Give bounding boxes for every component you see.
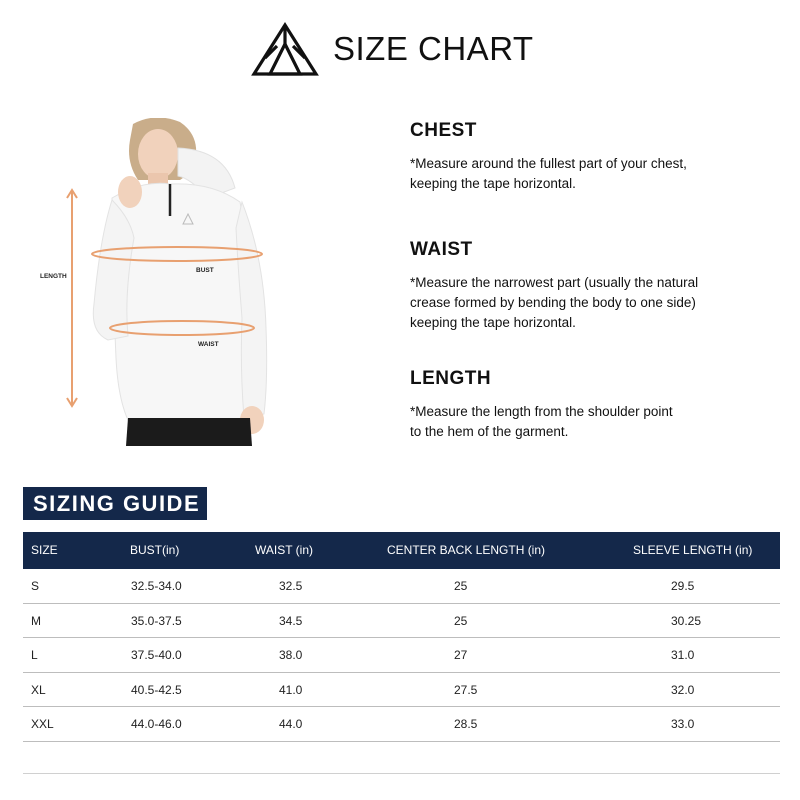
chest-guide xyxy=(410,120,790,194)
chest-heading: CHEST xyxy=(410,120,477,141)
table-cell: 28.5 xyxy=(454,717,478,731)
table-cell: 35.0-37.5 xyxy=(131,613,182,628)
table-cell: L xyxy=(31,648,38,662)
column-header-size: SIZE xyxy=(31,543,58,557)
column-header-waist: WAIST (in) xyxy=(255,543,314,557)
table-cell: 31.0 xyxy=(671,648,695,662)
table-row xyxy=(23,673,780,708)
table-bottom-divider xyxy=(23,773,780,774)
column-header-bust: BUST(in) xyxy=(130,543,180,557)
waist-label: WAIST xyxy=(198,341,219,348)
bust-label: BUST xyxy=(196,267,214,274)
table-cell: 33.0 xyxy=(671,717,695,731)
table-cell: 25 xyxy=(454,613,468,628)
table-cell: XL xyxy=(31,682,46,697)
table-cell: 29.5 xyxy=(671,579,695,593)
table-cell: XXL xyxy=(31,717,54,731)
table-cell: 40.5-42.5 xyxy=(131,682,182,697)
table-cell: 44.0 xyxy=(279,717,303,731)
table-cell: 37.5-40.0 xyxy=(131,648,182,662)
table-row xyxy=(23,604,780,639)
table-cell: 34.5 xyxy=(279,613,303,628)
column-header-sleeve-length: SLEEVE LENGTH (in) xyxy=(633,543,753,557)
table-cell: 44.0-46.0 xyxy=(131,717,182,731)
length-guide xyxy=(410,368,790,442)
column-header-center-back-length: CENTER BACK LENGTH (in) xyxy=(387,543,546,557)
sizing-guide-banner xyxy=(23,487,207,520)
table-row xyxy=(23,638,780,673)
table-cell: 32.5-34.0 xyxy=(131,579,182,593)
size-table xyxy=(23,532,780,742)
model-shirt-illustration xyxy=(30,118,300,446)
chest-text: *Measure around the fullest part of your chest, keeping the tape horizontal. xyxy=(410,156,687,191)
table-cell: S xyxy=(31,579,40,593)
mountain-triangle-logo-icon xyxy=(251,22,319,78)
table-cell: 32.5 xyxy=(279,579,303,593)
page-title: SIZE CHART xyxy=(333,30,534,67)
waist-heading: WAIST xyxy=(410,239,473,260)
waist-guide xyxy=(410,239,790,333)
table-cell: M xyxy=(31,613,41,628)
page-header xyxy=(0,22,800,82)
table-header xyxy=(23,532,780,569)
table-cell: 38.0 xyxy=(279,648,303,662)
table-cell: 41.0 xyxy=(279,682,303,697)
table-row xyxy=(23,707,780,742)
table-cell: 27.5 xyxy=(454,682,478,697)
length-heading: LENGTH xyxy=(410,368,492,389)
measurement-figure xyxy=(30,118,300,446)
sizing-guide-title: SIZING GUIDE xyxy=(33,491,201,516)
waist-text: *Measure the narrowest part (usually the natural crease formed by bending the body to one side) keeping the tape horizontal. xyxy=(410,275,699,330)
length-text: *Measure the length from the shoulder point to the hem of the garment. xyxy=(410,404,673,439)
length-label: LENGTH xyxy=(40,273,67,280)
table-cell: 25 xyxy=(454,579,468,593)
table-cell: 32.0 xyxy=(671,682,695,697)
table-cell: 30.25 xyxy=(671,613,702,628)
table-row xyxy=(23,569,780,604)
table-cell: 27 xyxy=(454,648,468,662)
